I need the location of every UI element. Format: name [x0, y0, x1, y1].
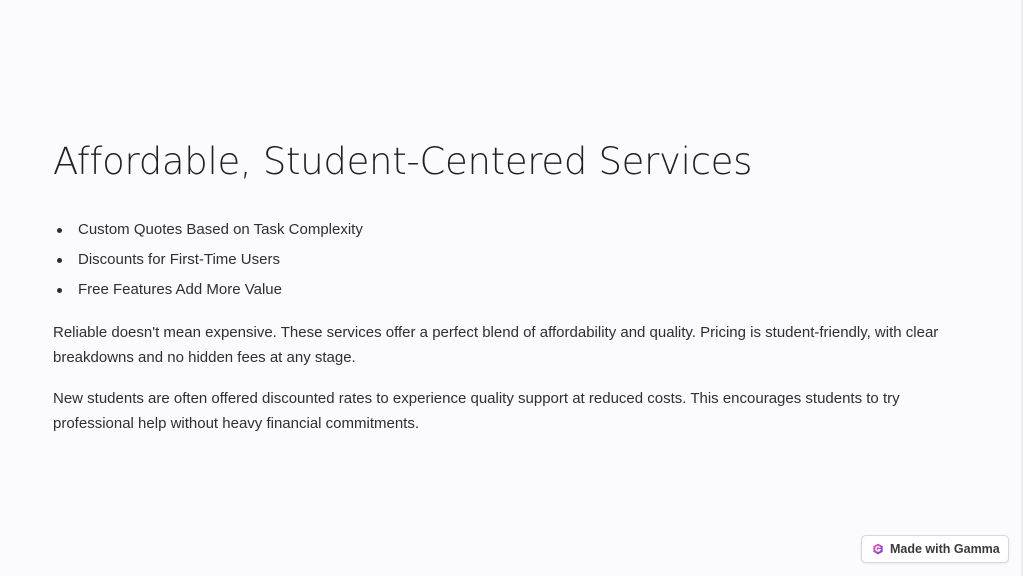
paragraph-pricing: Reliable doesn't mean expensive. These services offer a perfect blend of affordability and quality. Pricing is student-friendly, with clear breakdowns and no hidden fees at any stage. — [53, 324, 939, 366]
bullet-item — [53, 248, 953, 278]
made-with-gamma-label: Made with Gamma — [890, 542, 1000, 556]
paragraph-discounts: New students are often offered discounted rates to experience quality support at reduced costs. This encourages students to try professional help without heavy financial commitments. — [53, 390, 900, 432]
bullet-dot-icon — [57, 288, 62, 293]
bullet-text: Discounts for First-Time Users — [78, 251, 280, 268]
bullet-item — [53, 278, 953, 308]
bullet-dot-icon — [57, 228, 62, 233]
slide-title: Affordable, Student-Centered Services — [53, 140, 753, 183]
bullet-list — [53, 218, 953, 308]
bullet-text: Free Features Add More Value — [78, 281, 282, 298]
made-with-gamma-button[interactable] — [861, 535, 1009, 563]
bullet-text: Custom Quotes Based on Task Complexity — [78, 221, 363, 238]
bullet-item — [53, 218, 953, 248]
bullet-dot-icon — [57, 258, 62, 263]
gamma-logo-icon — [872, 543, 884, 555]
